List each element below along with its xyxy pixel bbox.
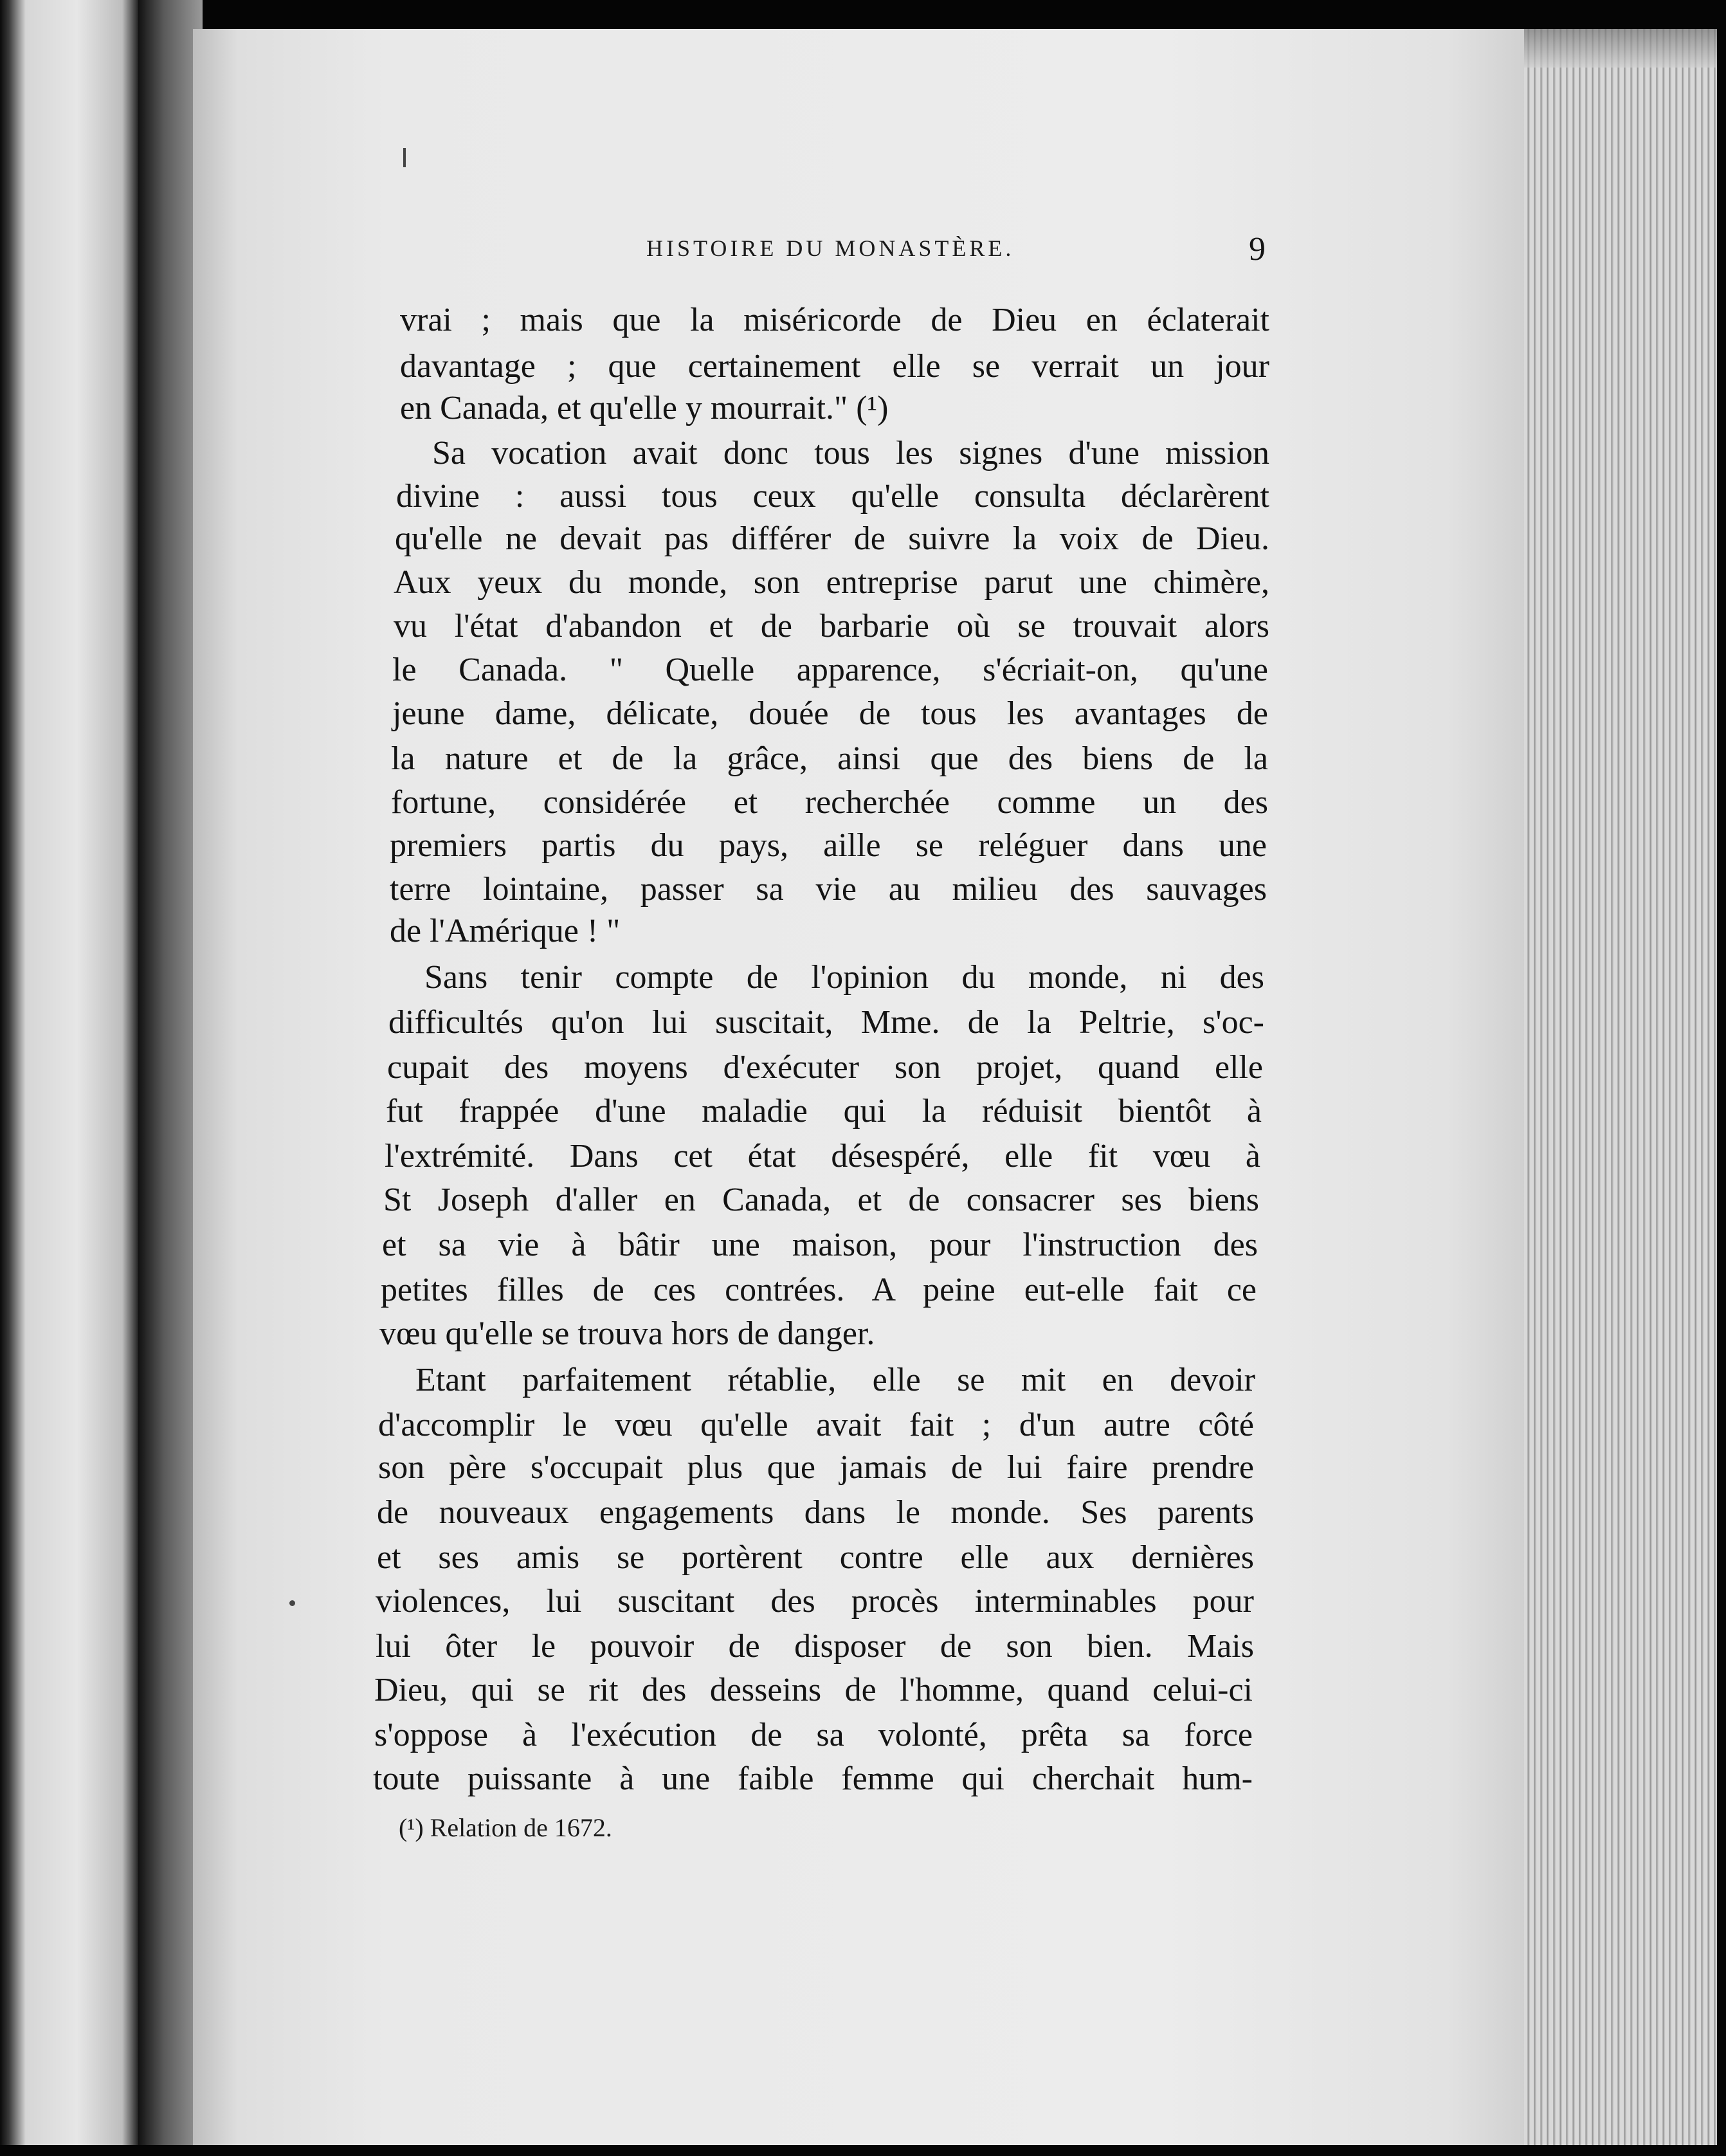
- footnote: (¹) Relation de 1672.: [399, 1813, 612, 1842]
- text-line: cupait des moyens d'exécuter son projet, quand elle: [387, 1049, 1263, 1086]
- text-line: St Joseph d'aller en Canada, et de consacrer ses biens: [383, 1182, 1259, 1218]
- text-line: le Canada. " Quelle apparence, s'écriait-on, qu'une: [392, 652, 1268, 688]
- text-line: jeune dame, délicate, douée de tous les avantages de: [392, 695, 1268, 732]
- text-line: terre lointaine, passer sa vie au milieu des sauvages: [390, 871, 1267, 908]
- text-line: d'accomplir le vœu qu'elle avait fait ; d'un autre côté: [378, 1407, 1254, 1443]
- text-line: s'oppose à l'exécution de sa volonté, prêta sa force: [374, 1717, 1253, 1753]
- text-line: Etant parfaitement rétablie, elle se mit en devoir: [415, 1362, 1255, 1398]
- book-page: [193, 29, 1531, 2145]
- text-line: de l'Amérique ! ": [390, 913, 621, 949]
- text-line: fut frappée d'une maladie qui la réduisit bientôt à: [386, 1093, 1262, 1129]
- text-line: qu'elle ne devait pas différer de suivre la voix de Dieu.: [395, 520, 1269, 557]
- text-line: vœu qu'elle se trouva hors de danger.: [379, 1315, 875, 1352]
- text-line: difficultés qu'on lui suscitait, Mme. de la Peltrie, s'oc-: [388, 1004, 1264, 1041]
- text-line: toute puissante à une faible femme qui cherchait hum-: [373, 1760, 1253, 1797]
- page-number: 9: [1249, 231, 1266, 268]
- text-line: vrai ; mais que la miséricorde de Dieu en éclaterait: [400, 302, 1269, 338]
- text-line: Sa vocation avait donc tous les signes d'une mission: [432, 435, 1269, 471]
- stray-dot: [289, 1600, 295, 1606]
- stray-mark: [403, 148, 406, 167]
- text-line: lui ôter le pouvoir de disposer de son bien. Mais: [376, 1628, 1254, 1665]
- text-line: en Canada, et qu'elle y mourrait." (¹): [400, 390, 889, 426]
- text-line: Sans tenir compte de l'opinion du monde, ni des: [424, 959, 1264, 996]
- text-line: son père s'occupait plus que jamais de lui faire prendre: [378, 1449, 1254, 1486]
- text-line: et sa vie à bâtir une maison, pour l'instruction des: [382, 1227, 1258, 1263]
- text-line: davantage ; que certainement elle se verrait un jour: [400, 348, 1269, 385]
- text-line: Aux yeux du monde, son entreprise parut une chimère,: [394, 564, 1269, 601]
- text-line: Dieu, qui se rit des desseins de l'homme, quand celui-ci: [374, 1672, 1253, 1708]
- fore-edge-shadow: [1524, 29, 1717, 68]
- text-line: fortune, considérée et recherchée comme un des: [391, 784, 1268, 821]
- text-line: violences, lui suscitant des procès interminables pour: [376, 1583, 1254, 1620]
- text-line: divine : aussi tous ceux qu'elle consulta déclarèrent: [396, 478, 1269, 515]
- text-line: de nouveaux engagements dans le monde. Ses parents: [377, 1494, 1254, 1531]
- scan-bottom-border: [0, 2145, 1726, 2156]
- text-line: la nature et de la grâce, ainsi que des biens de la: [391, 740, 1268, 777]
- page-stack-fore-edge: [1524, 29, 1717, 2151]
- running-title: HISTOIRE DU MONASTÈRE.: [646, 235, 1015, 261]
- text-line: petites filles de ces contrées. A peine eut-elle fait ce: [381, 1272, 1257, 1308]
- text-line: l'extrémité. Dans cet état désespéré, elle fit vœu à: [385, 1138, 1260, 1174]
- text-line: premiers partis du pays, aille se reléguer dans une: [390, 827, 1267, 864]
- text-line: vu l'état d'abandon et de barbarie où se trouvait alors: [394, 608, 1269, 644]
- text-line: et ses amis se portèrent contre elle aux dernières: [377, 1539, 1254, 1576]
- previous-page-edge: [0, 0, 138, 2156]
